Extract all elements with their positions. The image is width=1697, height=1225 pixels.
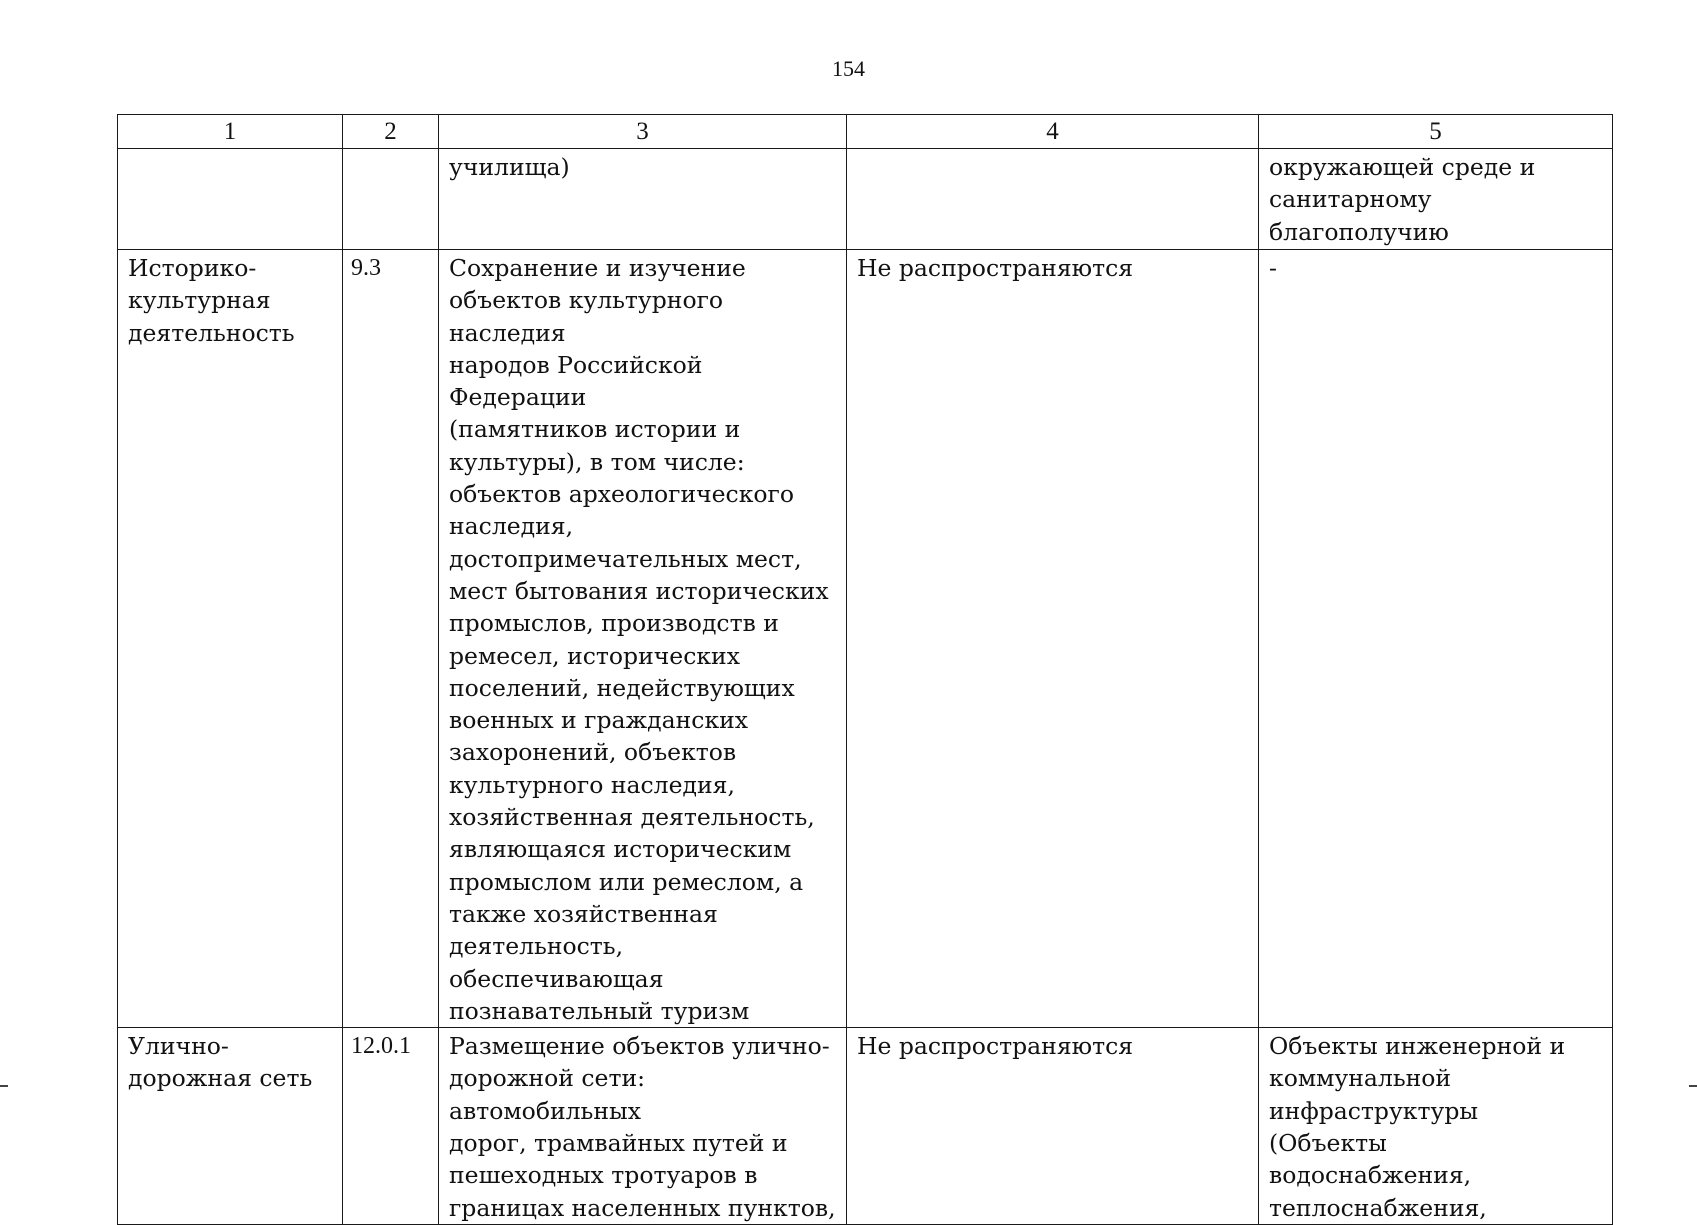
table-cell-auxiliary-uses: - [1259, 250, 1613, 1028]
table-row [118, 1028, 1613, 1225]
table-cell-use-type: Историко- культурная деятельность [118, 250, 343, 1028]
left-edge-mark [0, 1085, 8, 1087]
table-cell-restrictions: Не распространяются [847, 1028, 1259, 1225]
table-cell-use-type [118, 149, 343, 250]
table-cell-description: училища) [439, 149, 847, 250]
table-cell-description: Сохранение и изучение объектов культурного наследия народов Российской Федерации (памятников истории и культуры), в том числе: объектов археологического наследия, достопримечательных мест, мест бытования исторических промыслов, производств и ремесел, исторических поселений, недействующих военных и гражданских захоронений, объектов культурного наследия, хозяйственная деятельность, являющаяся историческим промыслом или ремеслом, а также хозяйственная деятельность, обеспечивающая познавательный туризм [439, 250, 847, 1028]
table-row [118, 250, 1613, 1028]
table-header-row [118, 115, 1613, 149]
table-cell-use-type: Улично- дорожная сеть [118, 1028, 343, 1225]
table-cell-auxiliary-uses: окружающей среде и санитарному благополучию [1259, 149, 1613, 250]
page-number: 154 [832, 56, 865, 81]
table-cell-code: 9.3 [343, 250, 439, 1028]
regulation-table [117, 114, 1613, 1225]
table-row [118, 149, 1613, 250]
table-cell-restrictions: Не распространяются [847, 250, 1259, 1028]
column-header-4: 4 [847, 115, 1259, 149]
table-cell-description: Размещение объектов улично- дорожной сети: автомобильных дорог, трамвайных путей и пешеходных тротуаров в границах населенных пунктов, [439, 1028, 847, 1225]
table-cell-code [343, 149, 439, 250]
table-cell-auxiliary-uses: Объекты инженерной и коммунальной инфраструктуры (Объекты водоснабжения, теплоснабжения, [1259, 1028, 1613, 1225]
table-cell-restrictions [847, 149, 1259, 250]
column-header-1: 1 [118, 115, 343, 149]
right-edge-mark [1689, 1085, 1697, 1087]
column-header-2: 2 [343, 115, 439, 149]
column-header-3: 3 [439, 115, 847, 149]
table-cell-code: 12.0.1 [343, 1028, 439, 1225]
column-header-5: 5 [1259, 115, 1613, 149]
